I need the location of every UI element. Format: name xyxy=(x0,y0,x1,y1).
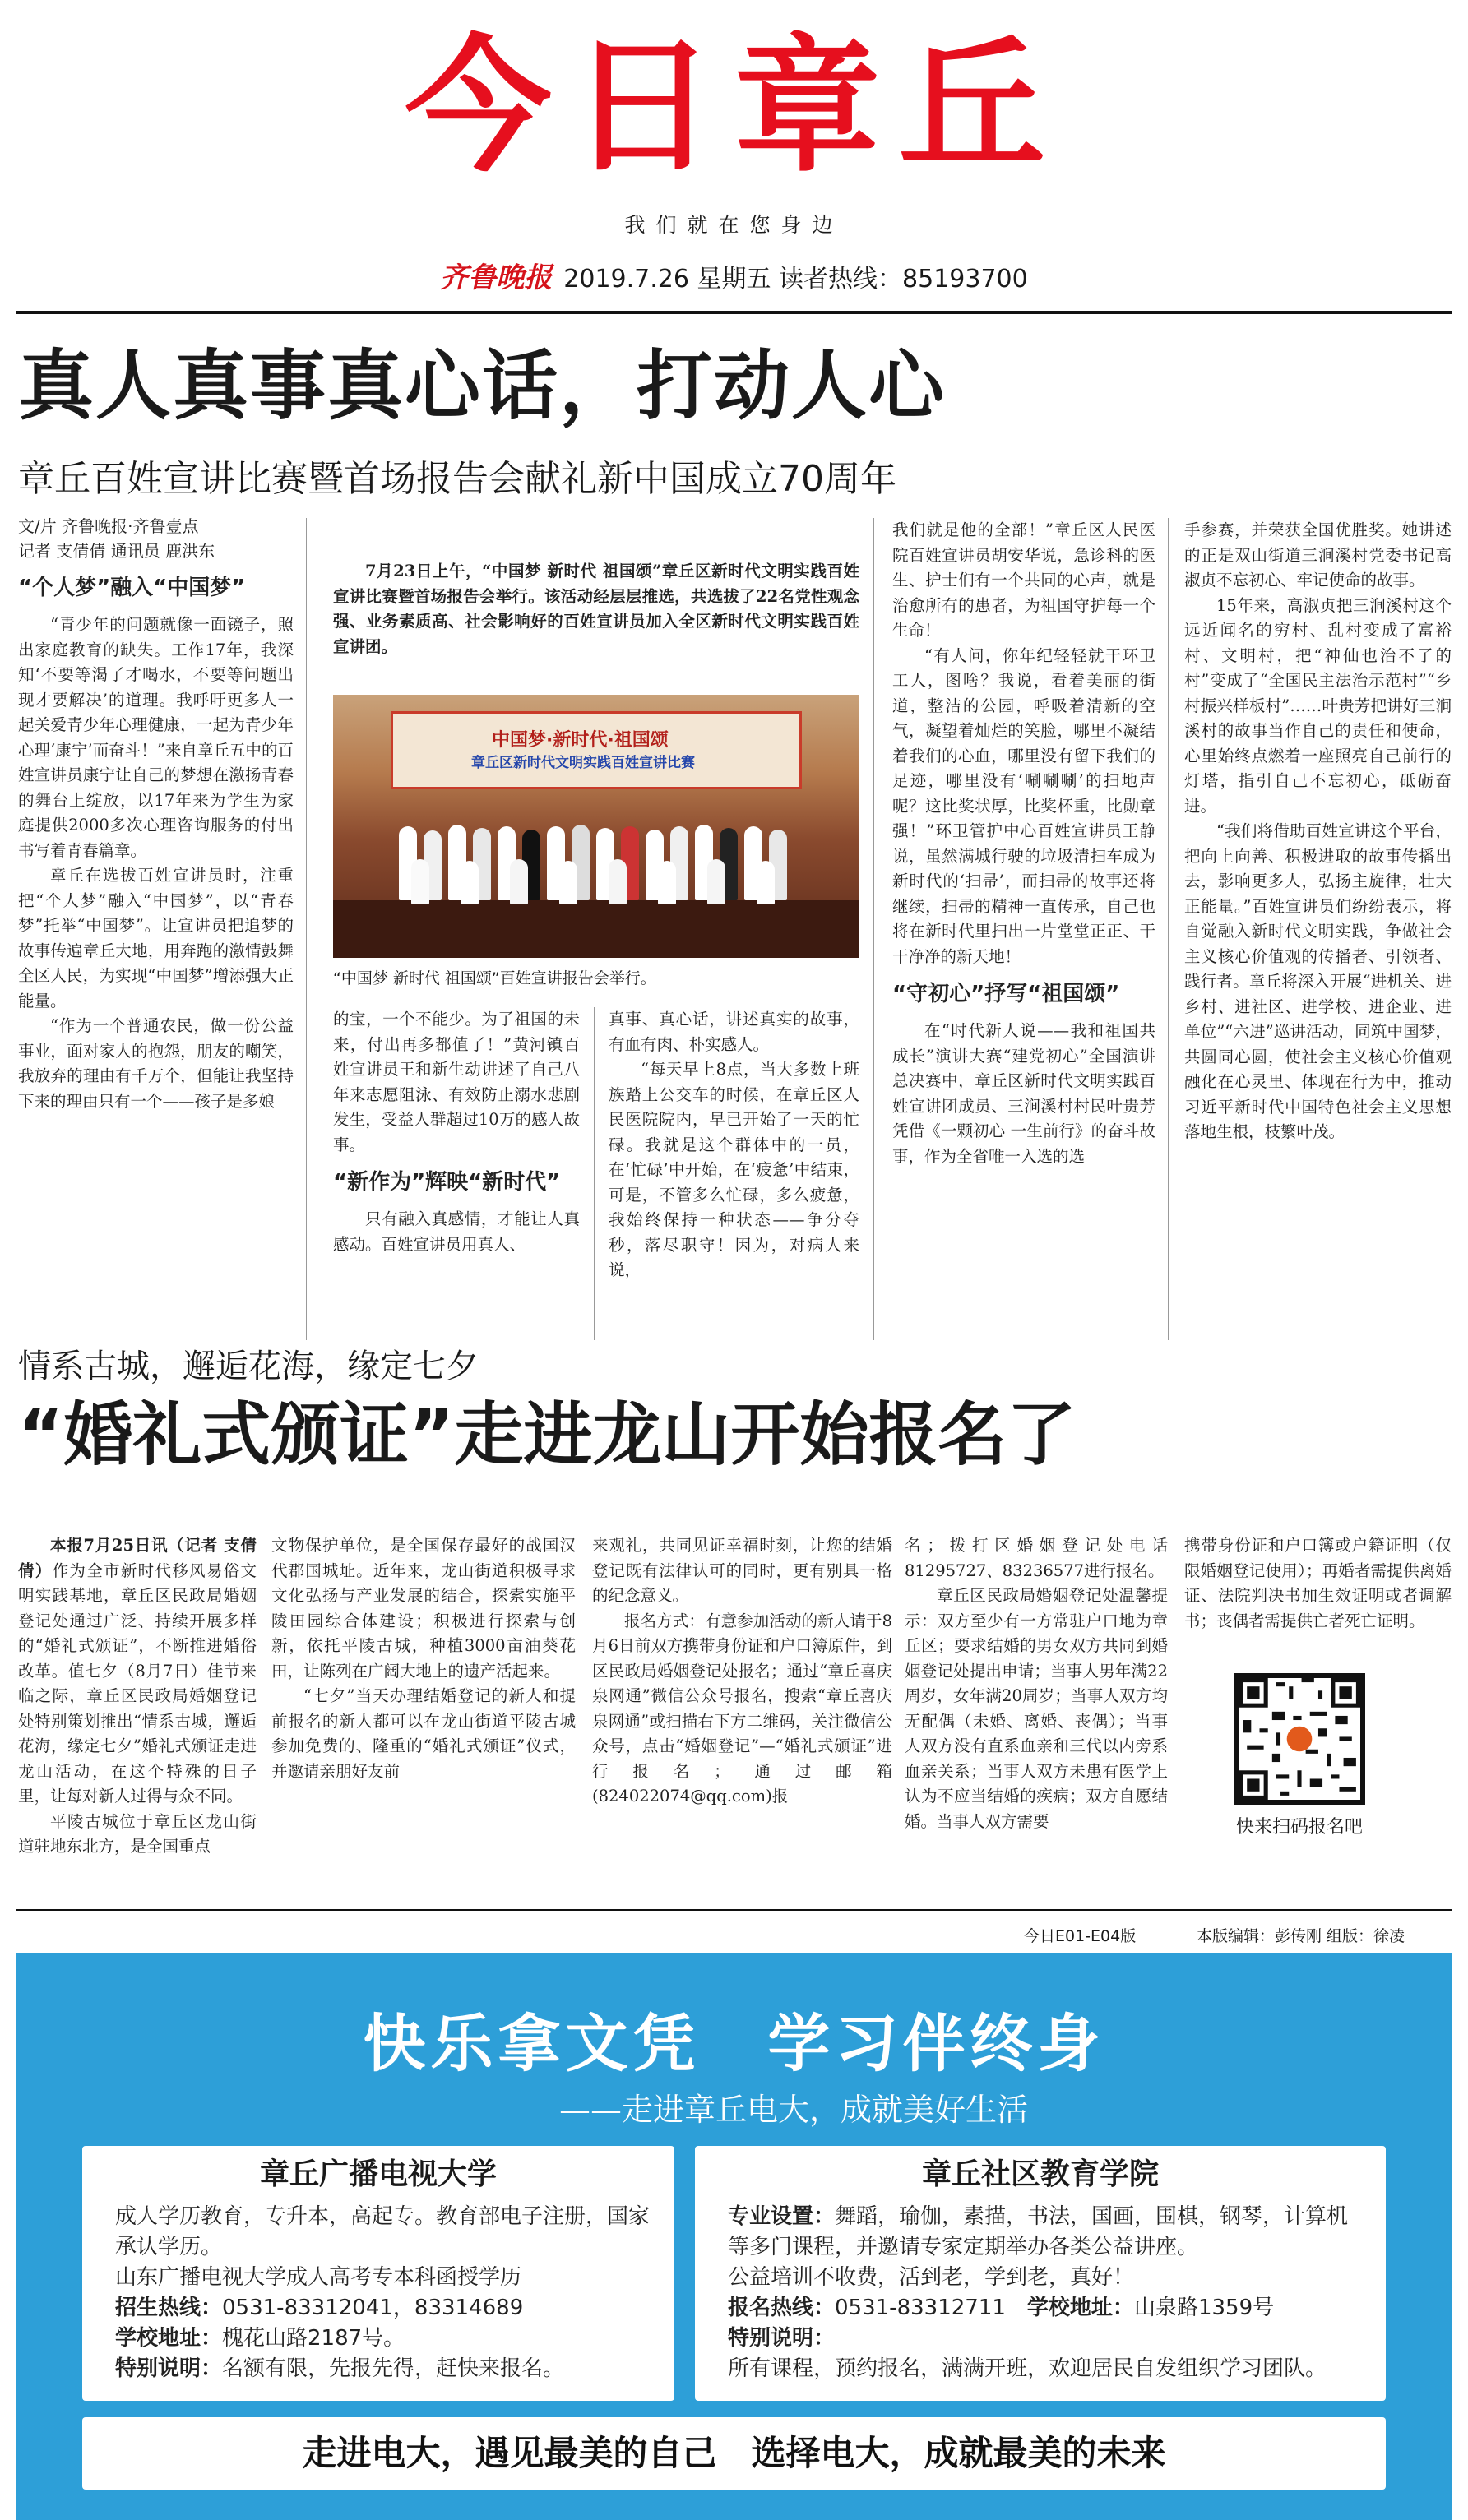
stage-backdrop xyxy=(391,711,802,789)
story1-column-2 xyxy=(333,1007,580,1340)
ad-title: 快乐拿文凭 学习伴终身 xyxy=(363,2007,1105,2080)
story1-column-5 xyxy=(1184,518,1452,1340)
card-line: 报名热线：0531-83312711 学校地址：山泉路1359号 xyxy=(728,2296,1275,2320)
column-divider xyxy=(594,1007,595,1340)
card-line: 公益培训不收费，活到老，学到老，真好！ xyxy=(728,2265,1135,2290)
story1-column-3 xyxy=(609,1007,859,1340)
group-of-people xyxy=(399,810,794,909)
paragraph: 在“时代新人说——我和祖国共成长”演讲大赛“建党初心”全国演讲总决赛中，章丘区新时代文明实践百姓宣讲团成员、三涧溪村村民叶贵芳凭借《一颗初心 一生前行》的奋斗故事，作为全省唯一入选的选 xyxy=(892,1021,1155,1166)
editors-credit: 本版编辑：彭传刚 组版：徐凌 xyxy=(1197,1927,1405,1945)
paragraph: 的宝，一个不能少。为了祖国的未来，付出再多都值了！”黄河镇百姓宣讲员王和新生动讲述了自己八年来志愿阻泳、有效防止溺水悲剧发生，受益人群超过10万的感人故事。 xyxy=(333,1010,580,1154)
event-photo xyxy=(333,695,859,958)
story1-column-4 xyxy=(892,518,1155,1340)
backdrop-title: 中国梦·新时代·祖国颂 xyxy=(492,730,669,751)
card-line: 学校地址：槐花山路2187号。 xyxy=(115,2326,405,2351)
story1-column-1 xyxy=(18,514,294,1340)
qr-code[interactable] xyxy=(1234,1673,1365,1805)
masthead-rule xyxy=(16,311,1452,314)
paragraph: 章丘区民政局婚姻登记处温馨提示：双方至少有一方常驻户口地为章丘区；要求结婚的男女双方共同到婚姻登记处提出申请；当事人男年满22周岁，女年满20周岁；当事人双方均无配偶（未婚、离婚、丧偶）；当事人双方没有直系血亲和三代以内旁系血亲关系；当事人双方未患有医学上认为不应当结婚的疾病；双方自愿结婚。当事人双方需要 xyxy=(905,1586,1168,1831)
paragraph: 来观礼，共同见证幸福时刻，让您的结婚登记既有法律认可的同时，更有别具一格的纪念意义。 xyxy=(592,1536,892,1605)
paragraph: 平陵古城位于章丘区龙山街道驻地东北方，是全国重点 xyxy=(18,1811,257,1856)
ad-card-tv-university xyxy=(82,2146,674,2401)
masthead-slogan: 我们就在您身边 xyxy=(624,213,844,237)
card-line: 所有课程，预约报名，满满开班，欢迎居民自发组织学习团队。 xyxy=(728,2356,1327,2381)
story1-headline: 真人真事真心话，打动人心 xyxy=(18,342,947,430)
section-title-dream: “个人梦”融入“中国梦” xyxy=(18,576,246,600)
paragraph: 真事、真心话，讲述真实的故事，有血有肉、朴实感人。 xyxy=(609,1010,859,1054)
card-line: 特别说明：名额有限，先报先得，赶快来报名。 xyxy=(115,2356,565,2381)
section-title-new-era: “新作为”辉映“新时代” xyxy=(333,1170,561,1195)
paragraph: “有人问，你年纪轻轻就干环卫工人，图啥？我说，看着美丽的街道，整洁的公园，呼吸着清新的空气，凝望着灿烂的笑脸，哪里不凝结着我们的心血，哪里没有留下我们的足迹，哪里没有‘唰唰唰’的扫地声呢？这比奖状厚，比奖杯重，比勋章强！”环卫管护中心百姓宣讲员王静说，虽然满城行驶的垃圾清扫车成为新时代的‘扫帚’，而扫帚的故事还将继续，扫帚的精神一直传承，自己也将在新时代里扫出一片堂堂正正、干干净净的新天地！ xyxy=(892,645,1155,966)
story1-lead xyxy=(333,559,859,691)
ad-bottom-slogan: 走进电大，遇见最美的自己 选择电大，成就最美的未来 xyxy=(82,2417,1386,2490)
page-range: 今日E01-E04版 xyxy=(1024,1927,1137,1945)
paragraph: “七夕”当天办理结婚登记的新人和提前报名的新人都可以在龙山街道平陵古城参加免费的、隆重的“婚礼式颁证”仪式，并邀请亲朋好友前 xyxy=(271,1686,576,1781)
paragraph: 我们就是他的全部！”章丘区人民医院百姓宣讲员胡安华说，急诊科的医生、护士们有一个共同的心声，就是治愈所有的患者，为祖国守护每一个生命！ xyxy=(892,520,1155,640)
advertisement xyxy=(16,1953,1452,2520)
paragraph: 章丘在选拔百姓宣讲员时，注重把“个人梦”融入“中国梦”，以“青春梦”托举“中国梦”。让宣讲员把追梦的故事传遍章丘大地，用奔跑的激情鼓舞全区人民，为实现“中国梦”增添强大正能量。 xyxy=(18,866,294,1010)
lead-paragraph: 7月23日上午，“中国梦 新时代 祖国颂”章丘区新时代文明实践百姓宣讲比赛暨首场报告会举行。该活动经层层推选，共选拔了22名党性观念强、业务素质高、社会影响好的百姓宣讲员加入全区新时代文明实践百姓宣讲团。 xyxy=(333,562,859,656)
paragraph: “我们将借助百姓宣讲这个平台，把向上向善、积极进取的故事传播出去，影响更多人，弘扬主旋律，壮大正能量。”百姓宣讲员们纷纷表示，将自觉融入新时代文明实践，争做社会主义核心价值观的传播者、引领者、践行者。章丘将深入开展“进机关、进乡村、进社区、进学校、进企业、进单位”“六进”巡讲活动，同筑中国梦，共圆同心圆，使社会主义核心价值观融化在心灵里、体现在行为中，推动习近平新时代中国特色社会主义思想落地生根，枝繁叶茂。 xyxy=(1184,821,1452,1141)
story2-column-2 xyxy=(271,1533,576,1895)
card-body xyxy=(695,2195,1386,2384)
ad-card-community-college xyxy=(695,2146,1386,2401)
story1-subheadline: 章丘百姓宣讲比赛暨首场报告会献礼新中国成立70周年 xyxy=(18,458,896,500)
ad-subtitle: ——走进章丘电大，成就美好生活 xyxy=(559,2092,1029,2128)
byline-2: 记者 支倩倩 通讯员 鹿洪东 xyxy=(18,541,215,561)
paragraph-text: 作为全市新时代移风易俗文明实践基地，章丘区民政局婚姻登记处通过广泛、持续开展多样的“婚礼式颁证”，不断推进婚俗改革。值七夕（8月7日）佳节来临之际，章丘区民政局婚姻登记处特别策划推出“情系古城，邂逅花海，缘定七夕”婚礼式颁证走进龙山活动，在这个特殊的日子里，让每对新人过得与众不同。 xyxy=(18,1561,257,1806)
backdrop-subtitle: 章丘区新时代文明实践百姓宣讲比赛 xyxy=(471,755,695,771)
masthead xyxy=(0,0,1468,321)
card-title: 章丘社区教育学院 xyxy=(921,2157,1159,2191)
section-title-original-aspiration: “守初心”抒写“祖国颂” xyxy=(892,982,1120,1006)
card-line: 成人学历教育，专升本，高起专。教育部电子注册，国家承认学历。 xyxy=(115,2204,651,2259)
card-line: 特别说明： xyxy=(728,2326,836,2351)
paragraph: “作为一个普通农民，做一份公益事业，面对家人的抱怨，朋友的嘲笑，我放弃的理由有千万个，但能让我坚持下来的理由只有一个——孩子是多娘 xyxy=(18,1016,294,1111)
paragraph: 只有融入真感情，才能让人真感动。百姓宣讲员用真人、 xyxy=(333,1209,580,1254)
photo-caption: “中国梦 新时代 祖国颂”百姓宣讲报告会举行。 xyxy=(333,969,656,987)
qr-code-pattern xyxy=(1239,1678,1360,1800)
stage-floor xyxy=(333,900,859,958)
column-divider xyxy=(1168,518,1169,1340)
footer-rule xyxy=(16,1909,1452,1911)
paragraph: 文物保护单位，是全国保存最好的战国汉代郡国城址。近年来，龙山街道积极寻求文化弘扬与产业发展的结合，探索实施平陵田园综合体建设；积极进行探索与创新，依托平陵古城，种植3000亩油葵花田，让陈列在广阔大地上的遗产活起来。 xyxy=(271,1536,576,1681)
story2-headline: “婚礼式颁证”走进龙山开始报名了 xyxy=(18,1394,1077,1475)
card-line: 招生热线：0531-83312041，83314689 xyxy=(115,2296,524,2320)
column-divider xyxy=(873,518,874,1340)
story2-column-4 xyxy=(905,1533,1168,1895)
card-line: 山东广播电视大学成人高考专本科函授学历 xyxy=(115,2265,522,2290)
story2-column-3 xyxy=(592,1533,892,1895)
card-line: 专业设置：舞蹈，瑜伽，素描，书法，国画，围棋，钢琴，计算机等多门课程，并邀请专家定期举办各类公益讲座。 xyxy=(728,2204,1349,2259)
paragraph: 手参赛，并荣获全国优胜奖。她讲述的正是双山街道三涧溪村党委书记高淑贞不忘初心、牢记使命的故事。 xyxy=(1184,520,1452,590)
paragraph: 携带身份证和户口簿或户籍证明（仅限婚姻登记使用）；再婚者需提供离婚证、法院判决书加生效证明或者调解书；丧偶者需提供亡者死亡证明。 xyxy=(1184,1536,1452,1630)
story2-column-1 xyxy=(18,1533,257,1895)
card-body xyxy=(82,2195,674,2384)
newspaper-brand: 齐鲁晚报 xyxy=(440,261,553,294)
paragraph: “青少年的问题就像一面镜子，照出家庭教育的缺失。工作17年，我深知‘不要等渴了才喝水，不要等问题出现才要解决’的道理。我呼吁更多人一起关爱青少年心理健康，一起为青少年心理‘康宁’而奋斗！”来自章丘五中的百姓宣讲员康宁让自己的梦想在激扬青春的舞台上绽放，以17年来为学生为家庭提供2000多次心理咨询服务的付出书写着青春篇章。 xyxy=(18,615,294,860)
paragraph: 报名方式：有意参加活动的新人请于8月6日前双方携带身份证和户口簿原件，到区民政局婚姻登记处报名；通过“章丘喜庆泉网通”微信公众号报名，搜索“章丘喜庆泉网通”或扫描右下方二维码，关注微信公众号，点击“婚姻登记”—“婚礼式颁证”进行报名；通过邮箱(824022074@qq.com)报 xyxy=(592,1611,892,1806)
masthead-dateline xyxy=(0,255,1468,295)
masthead-title: 今日章丘 xyxy=(405,21,1063,192)
paragraph: “每天早上8点，当大多数上班族踏上公交车的时候，在章丘区人民医院院内，早已开始了一天的忙碌。我就是这个群体中的一员，在‘忙碌’中开始，在‘疲惫’中结束，可是，不管多么忙碌，多么疲惫，我始终保持一种状态——争分夺秒，落尽职守！因为，对病人来说， xyxy=(609,1060,859,1279)
story2-column-5 xyxy=(1184,1533,1452,1665)
column-divider xyxy=(306,518,307,1340)
date-and-hotline: 2019.7.26 星期五 读者热线：85193700 xyxy=(563,265,1028,294)
paragraph: 15年来，高淑贞把三涧溪村这个远近闻名的穷村、乱村变成了富裕村、文明村，把“神仙也治不了的村”变成了“全国民主法治示范村”“乡村振兴样板村”……叶贵芳把讲好三涧溪村的故事当作自己的责任和使命，心里始终点燃着一座照亮自己前行的灯塔，指引自己不忘初心，砥砺奋进。 xyxy=(1184,595,1452,816)
paragraph: 名；拨打区婚姻登记处电话81295727、83236577进行报名。 xyxy=(905,1536,1168,1580)
byline-1: 文/片 齐鲁晚报·齐鲁壹点 xyxy=(18,516,199,536)
story2-kicker: 情系古城，邂逅花海，缘定七夕 xyxy=(18,1348,479,1385)
paragraph xyxy=(18,1533,257,1810)
card-title: 章丘广播电视大学 xyxy=(259,2157,497,2191)
story2-dateline: 本报7月25日讯（记者 支倩倩） xyxy=(18,1536,257,1580)
qr-caption: 快来扫码报名吧 xyxy=(1235,1817,1363,1838)
